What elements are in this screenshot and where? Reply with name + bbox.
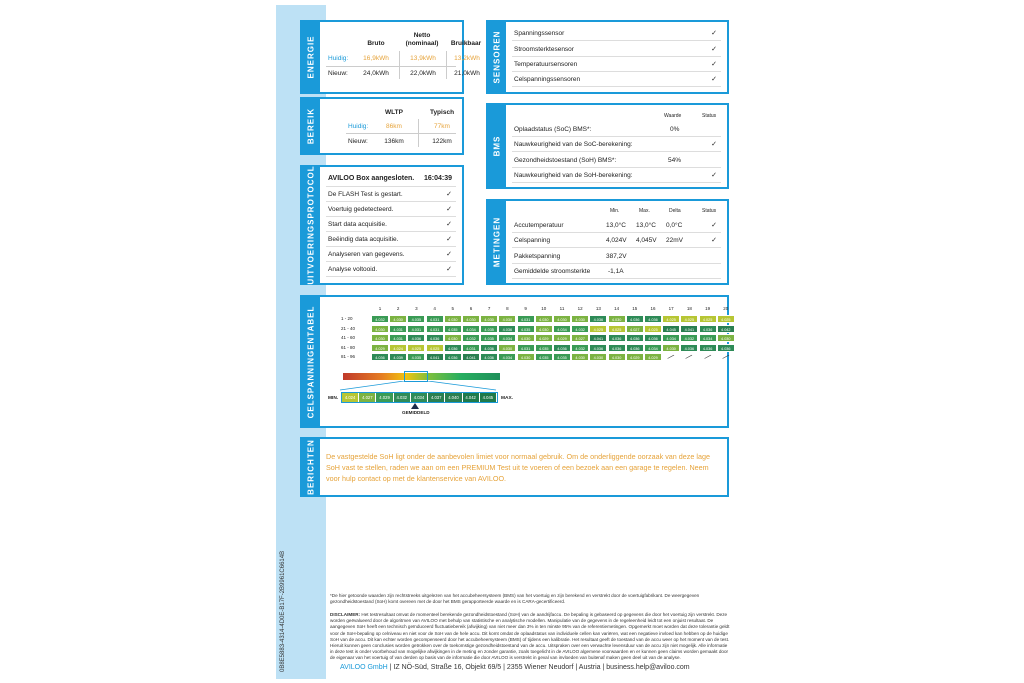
cell-voltage: 4.034 (553, 325, 571, 333)
cell-voltage: 4.030 (371, 325, 389, 333)
berichten-label-bar (302, 439, 320, 495)
cell-voltage: 4.025 (717, 315, 735, 323)
cell-voltage: 4.036 (498, 325, 516, 333)
bereik-huidig-typisch: 77km (434, 123, 450, 130)
cell-voltage: 4.034 (462, 325, 480, 333)
bms-row-value: 54% (668, 157, 682, 164)
cell-voltage: 4.036 (626, 344, 644, 352)
cell-voltage: 4.030 (462, 315, 480, 323)
average-marker-icon (411, 403, 419, 409)
empty-cell-slash: ⁄ (722, 352, 729, 362)
cell-row-header: 41 - 60 (341, 335, 356, 340)
bereik-row-label-huidig: Huidig: (348, 123, 369, 130)
cell-voltage: 4.032 (571, 344, 589, 352)
cell-voltage: 4.030 (571, 315, 589, 323)
cell-voltage: 4.034 (699, 334, 717, 342)
check-icon: ✓ (446, 221, 452, 228)
cell-voltage: 4.029 (553, 334, 571, 342)
cell-voltage: 4.035 (480, 325, 498, 333)
cell-column-header: 16 (650, 306, 656, 311)
cell-voltage: 4.036 (444, 353, 462, 361)
bereik-huidig-wltp: 86km (386, 123, 402, 130)
sensoren-label-bar (488, 22, 506, 92)
bms-row-value: 0% (670, 126, 680, 133)
metingen-row (512, 233, 721, 248)
cell-voltage: 4.030 (717, 334, 735, 342)
metingen-section (486, 199, 729, 285)
footer-address: | IZ NÖ-Süd, Straße 16, Objekt 69/5 | 2355 Wiener Neudorf | Austria | business.help@aviloo.com (389, 664, 690, 671)
cell-column-header: 19 (705, 306, 711, 311)
check-icon: ✓ (446, 251, 452, 258)
sensoren-section (486, 20, 729, 94)
berichten-content (326, 451, 721, 495)
bms-label-bar (488, 105, 506, 187)
uitvoering-list (326, 167, 456, 283)
energie-nieuw-bruto: 24,0kWh (363, 70, 389, 77)
cell-voltage: 4.025 (426, 344, 444, 352)
step-label: Analyseren van gegevens. (328, 251, 405, 258)
sensor-label: Celspanningssensoren (514, 76, 581, 83)
scale-value: 4.034 (411, 393, 428, 402)
sensor-item (512, 57, 721, 72)
celspanning-section-label: CELSPANNINGENTABEL (306, 305, 316, 418)
cell-voltage: 4.030 (389, 315, 407, 323)
check-icon: ✓ (711, 46, 717, 53)
disclaimer-text: Het testresultaat omvat de momenteel berekende gezondheidstoestand (SoH) van de aandrijfaccu. De bepaling is gebaseerd op gegevens die door het voertuig zijn verstrekt. Deze worden geëvalueerd door de algoritmen van AVILOO met behulp van statistische en analytische modellen. Manipulatie van de gegevens in de regeleenheid leidt tot een onjuist resultaat. De aangegeven SoH heeft een technisch geïnduceerd fluctuatiebereik (afwijking) van niet meer dan 3% in ten minste 95% van de referentiemetingen. Opgemerkt moet worden dat deze tolerantie geldt voor de SoH-bepaling op celniveau en niet voor de SoH van de hele accu. Dit komt omdat de oplaadstatus van individuele cellen kan variëren, wat een negatieve invloed kan hebben op de huidige SoH van de accu. Dit kan echter worden gecompenseerd door het accubeheersysteem (BMS) of tijdens een kalibratie. Het resultaat geeft de toestand van de accu weer op het moment van de test. Hieruit kunnen geen conclusies worden getrokken over de toekomstige gezondheidstoestand van de accu. Uitspraken over een verwachte levensduur van de accu zijn niet mogelijk. Alle informatie in deze test is onder voorbehoud van mogelijke afwijkingen in de meting en zonder garantie, zoals toegelicht in de AVILOO algemene voorwaarden en er kunnen geen claims worden gemaakt door de eigenaar van het voertuig of van derden op basis van de informatie die door AVILOO is verstrekt in geval van invloeden van buitenaf maken geen deel uit van de analyse. (330, 612, 730, 661)
footnote-disclaimer (330, 612, 730, 662)
check-icon: ✓ (446, 206, 452, 213)
energie-section-label: ENERGIE (306, 35, 316, 79)
cell-voltage: 4.036 (626, 315, 644, 323)
scale-value: 4.024 (342, 393, 359, 402)
metingen-row-label: Pakketspanning (514, 253, 561, 260)
check-icon: ✓ (446, 266, 452, 273)
cell-voltage: 4.036 (444, 344, 462, 352)
metingen-row-min: -1,1A (608, 268, 624, 275)
bms-row (512, 168, 721, 183)
cell-voltage: 4.036 (699, 344, 717, 352)
metingen-row-min: 4,024V (606, 237, 627, 244)
step-label: Analyse voltooid. (328, 266, 378, 273)
cell-column-header: 3 (415, 306, 418, 311)
cell-voltage: 4.042 (717, 325, 735, 333)
bms-section (486, 103, 729, 189)
energie-section (300, 20, 482, 94)
cell-voltage: 4.036 (480, 353, 498, 361)
cell-voltage: 4.030 (608, 353, 626, 361)
empty-cell-slash: ⁄ (704, 352, 711, 362)
cell-voltage: 4.034 (662, 334, 680, 342)
cell-voltage: 4.025 (644, 325, 662, 333)
cell-voltage: 4.025 (662, 315, 680, 323)
sensoren-section-label: SENSOREN (492, 30, 502, 84)
cell-voltage: 4.036 (644, 315, 662, 323)
cell-voltage: 4.035 (535, 353, 553, 361)
cell-row-header: 1 - 20 (341, 316, 353, 321)
scale-value: 4.029 (376, 393, 393, 402)
check-icon: ✓ (446, 236, 452, 243)
metingen-header-delta: Delta (669, 208, 681, 214)
cell-voltage: 4.032 (462, 334, 480, 342)
cell-voltage: 4.025 (589, 325, 607, 333)
metingen-header-status: Status (702, 208, 717, 214)
celspanning-section (300, 295, 729, 428)
bereik-row-label-nieuw: Nieuw: (348, 138, 368, 145)
empty-cell-slash: ⁄ (686, 352, 693, 362)
sensor-label: Stroomsterktesensor (514, 46, 574, 53)
cell-voltage: 4.031 (517, 315, 535, 323)
energie-header-bruto: Bruto (367, 40, 385, 47)
uitvoering-step (326, 217, 456, 232)
cell-voltage: 4.034 (498, 353, 516, 361)
sensor-item (512, 72, 721, 87)
cell-column-header: 6 (469, 306, 473, 311)
cell-column-header: 10 (541, 306, 547, 311)
bms-row-label: Gezondheidstoestand (SoH) BMS*: (514, 157, 617, 164)
energie-row-label-huidig: Huidig: (328, 55, 349, 62)
uitvoering-step (326, 247, 456, 262)
cell-column-header: 2 (396, 306, 400, 311)
cell-voltage: 4.036 (426, 334, 444, 342)
uitvoering-step (326, 187, 456, 202)
document-id: 0B8E5883-4314-4D0E-B17F-2B9961C6614B (280, 550, 286, 672)
cell-column-header: 13 (595, 306, 601, 311)
bms-row-label: Nauwkeurigheid van de SoC-berekening: (514, 141, 633, 148)
cell-column-header: 9 (524, 306, 527, 311)
cell-voltage: 4.036 (553, 344, 571, 352)
cell-voltage: 4.041 (680, 325, 698, 333)
metingen-row-max: 4,045V (636, 237, 657, 244)
check-icon: ✓ (711, 76, 717, 83)
celspanning-content (326, 297, 731, 426)
metingen-table (512, 201, 721, 283)
cell-voltage: 4.030 (608, 315, 626, 323)
cell-voltage: 4.036 (717, 344, 735, 352)
scale-values-row (341, 392, 498, 403)
cell-voltage: 4.039 (389, 353, 407, 361)
sensor-item (512, 42, 721, 57)
cell-row-header: 61 - 80 (341, 344, 356, 350)
bms-section-label: BMS (492, 135, 502, 157)
cell-voltage: 4.031 (389, 325, 407, 333)
uitvoering-step (326, 232, 456, 247)
cell-voltage: 4.041 (462, 353, 480, 361)
cell-voltage: 4.030 (498, 315, 516, 323)
cell-voltage: 4.025 (407, 344, 425, 352)
berichten-section-label: BERICHTEN (306, 439, 316, 495)
cell-voltage: 4.030 (480, 315, 498, 323)
sensor-label: Temperatuursensoren (514, 61, 578, 68)
bms-row-label: Oplaadstatus (SoC) BMS*: (514, 126, 592, 133)
bereik-header-wltp: WLTP (385, 109, 403, 116)
cell-voltage: 4.036 (589, 344, 607, 352)
footer-brand: AVILOO GmbH (340, 664, 388, 671)
footnote-bms: *De hier getoonde waarden zijn rechtstreeks uitgelezen van het accubeheersysteem (BMS) van het voertuig en zijn berekend en verstrekt door de voertuigfabrikant. De weergegeven gezondheidstoestand (SoH) komt overeen met de door het BMS gerapporteerde waarde en is CARA-gecertificeerd. (330, 593, 700, 605)
bms-row-label: Nauwkeurigheid van de SoH-berekening: (514, 172, 633, 179)
bms-row (512, 153, 721, 168)
cell-voltage: 4.030 (517, 334, 535, 342)
cell-column-header: 1 (378, 306, 382, 311)
bms-row (512, 122, 721, 137)
check-icon: ✓ (711, 61, 717, 68)
cell-column-header: 15 (632, 306, 638, 311)
metingen-row (512, 264, 721, 279)
check-icon: ✓ (711, 222, 717, 229)
cell-voltage: 4.027 (626, 325, 644, 333)
metingen-row-label: Gemiddelde stroomsterkte (514, 268, 591, 275)
cell-voltage: 4.035 (444, 325, 462, 333)
cell-column-header: 7 (487, 306, 491, 311)
bms-row (512, 137, 721, 152)
cell-column-header: 8 (506, 306, 509, 311)
cell-voltage: 4.035 (535, 344, 553, 352)
energie-label-bar (302, 22, 320, 92)
metingen-row-max: 13,0°C (636, 222, 656, 229)
cell-voltage: 4.036 (644, 334, 662, 342)
metingen-row (512, 249, 721, 264)
cell-voltage: 4.025 (699, 315, 717, 323)
cell-column-header: 5 (451, 306, 455, 311)
bereik-header-typisch: Typisch (429, 109, 455, 116)
cell-column-header: 12 (577, 306, 583, 311)
uitvoering-step (326, 262, 456, 277)
cell-voltage: 4.036 (371, 353, 389, 361)
metingen-row-delta: 0,0°C (666, 222, 683, 229)
scale-value: 4.045 (480, 393, 497, 402)
scale-value: 4.042 (463, 393, 480, 402)
sensoren-list (512, 22, 721, 92)
cell-voltage: 4.035 (517, 325, 535, 333)
cell-voltage: 4.030 (498, 344, 516, 352)
cell-voltage: 4.030 (553, 315, 571, 323)
metingen-label-bar (488, 201, 506, 283)
cell-voltage: 4.029 (626, 353, 644, 361)
cell-voltage: 4.031 (462, 344, 480, 352)
energie-huidig-bruto: 16,9kWh (363, 55, 389, 62)
cell-voltage: 4.029 (644, 353, 662, 361)
zoom-connector (326, 381, 526, 391)
uitvoering-section (300, 165, 464, 285)
berichten-message: De vastgestelde SoH ligt onder de aanbevolen limiet voor normaal gebruik. Om de onderliggende oorzaak van deze lage SoH vast te stellen, raden we aan om een PREMIUM Test uit te voeren of een bezoek aan een garage te regelen. Neem voor hulp contact op met de klantenservice van AVILOO. (326, 452, 710, 483)
cell-voltage: 4.035 (480, 334, 498, 342)
energie-nieuw-bruikbaar: 21,0kWh (454, 70, 480, 77)
disclaimer-label: DISCLAIMER: (330, 612, 361, 617)
cell-voltage: 4.035 (407, 315, 425, 323)
cell-voltage: 4.031 (517, 344, 535, 352)
cell-voltage: 4.029 (535, 334, 553, 342)
bms-table (512, 105, 721, 187)
metingen-row-label: Celspanning (514, 237, 551, 244)
uitvoering-label-bar (302, 167, 320, 283)
cell-voltage: 4.036 (680, 344, 698, 352)
cell-column-header: 4 (433, 306, 436, 311)
bms-header-waarde: Waarde (664, 113, 682, 119)
cell-voltage: 4.034 (498, 334, 516, 342)
check-icon: ✓ (711, 30, 717, 37)
sensor-item (512, 26, 721, 41)
cell-voltage: 4.030 (444, 334, 462, 342)
bereik-nieuw-typisch: 122km (432, 138, 452, 145)
cell-voltage: 4.031 (389, 334, 407, 342)
metingen-row-min: 387,2V (606, 253, 627, 260)
cell-voltage: 4.030 (517, 353, 535, 361)
cell-voltage: 4.036 (626, 334, 644, 342)
cell-voltage: 4.031 (407, 325, 425, 333)
energie-nieuw-netto: 22,0kWh (410, 70, 436, 77)
celspanning-label-bar (302, 297, 320, 426)
energie-huidig-bruikbaar: 13,2kWh (454, 55, 480, 62)
cell-voltage: 4.036 (589, 315, 607, 323)
cell-voltage: 4.025 (680, 315, 698, 323)
cell-voltage: 4.036 (480, 344, 498, 352)
bereik-table (326, 99, 456, 153)
scale-value: 4.037 (428, 393, 445, 402)
cell-voltage: 4.027 (571, 334, 589, 342)
metingen-header-max: Max. (639, 208, 650, 214)
cell-column-header: 18 (686, 306, 692, 311)
energie-row-label-nieuw: Nieuw: (328, 70, 348, 77)
cell-voltage: 4.029 (371, 344, 389, 352)
scale-value: 4.027 (359, 393, 376, 402)
cell-voltage: 4.036 (699, 325, 717, 333)
cell-voltage: 4.025 (608, 325, 626, 333)
step-label: Voertuig gedetecteerd. (328, 206, 394, 213)
cell-voltage: 4.035 (407, 353, 425, 361)
energie-table (326, 22, 482, 92)
step-label: Start data acquisitie. (328, 221, 387, 228)
cell-column-header: 11 (559, 306, 565, 311)
cell-row-header: 81 - 96 (341, 354, 356, 359)
check-icon: ✓ (711, 172, 717, 179)
metingen-row-min: 13,0°C (606, 222, 626, 229)
cell-voltage: 4.041 (589, 334, 607, 342)
scale-min-label: MIN. (328, 396, 339, 401)
cell-voltage: 4.035 (553, 353, 571, 361)
cell-voltage: 4.032 (680, 334, 698, 342)
cell-voltage: 4.041 (426, 353, 444, 361)
average-label: GEMIDDELD (402, 410, 430, 415)
metingen-section-label: METINGEN (492, 216, 502, 268)
cell-voltage: 4.030 (589, 353, 607, 361)
cell-voltage: 4.030 (571, 353, 589, 361)
metingen-row-delta: 22mV (666, 237, 683, 244)
energie-header-netto: Netto (413, 32, 431, 39)
uitvoering-time: 16:04:39 (423, 175, 452, 182)
cell-voltage: 4.032 (571, 325, 589, 333)
cell-voltage: 4.034 (644, 344, 662, 352)
cell-voltage: 4.030 (535, 325, 553, 333)
cell-voltage: 4.036 (608, 334, 626, 342)
cell-column-header: 14 (614, 306, 620, 311)
cell-voltage: 4.030 (535, 315, 553, 323)
cell-column-header: 20 (723, 306, 729, 311)
check-icon: ✓ (446, 191, 452, 198)
scale-value: 4.032 (394, 393, 411, 402)
cell-voltage: 4.045 (662, 325, 680, 333)
sensor-label: Spanningssensor (514, 30, 565, 37)
uitvoering-section-label: UITVOERINGSPROTOCOL (306, 165, 316, 285)
cell-voltage: 4.031 (426, 325, 444, 333)
energie-header-bruikbaar: Bruikbaar (450, 40, 482, 47)
energie-huidig-netto: 13,9kWh (410, 55, 436, 62)
footer (340, 664, 690, 671)
empty-cell-slash: ⁄ (668, 352, 675, 362)
scale-value: 4.040 (445, 393, 462, 402)
scale-max-label: MAX. (501, 396, 513, 401)
check-icon: ✓ (711, 141, 717, 148)
uitvoering-step (326, 202, 456, 217)
cell-voltage: 4.036 (407, 334, 425, 342)
cell-voltage: 4.024 (389, 344, 407, 352)
cell-voltage: 4.032 (371, 315, 389, 323)
bereik-section (300, 97, 464, 155)
cell-row-header: 21 - 40 (341, 325, 356, 331)
bereik-nieuw-wltp: 136km (384, 138, 404, 145)
bereik-label-bar (302, 99, 320, 153)
metingen-row (512, 218, 721, 233)
cell-voltage: 4.036 (608, 344, 626, 352)
step-label: Beëindig data acquisitie. (328, 236, 399, 243)
berichten-section (300, 437, 729, 497)
bereik-section-label: BEREIK (306, 107, 316, 145)
metingen-header-min: Min. (610, 208, 620, 214)
cell-column-header: 17 (668, 306, 674, 311)
step-label: De FLASH Test is gestart. (328, 191, 403, 198)
cell-voltage: 4.031 (426, 315, 444, 323)
bms-header-status: Status (702, 113, 717, 119)
metingen-row-label: Accutemperatuur (514, 222, 564, 229)
cell-voltage: 4.030 (662, 344, 680, 352)
uitvoering-title: AVILOO Box aangesloten. (328, 175, 415, 182)
uitvoering-title-row (326, 171, 456, 187)
cell-voltage: 4.030 (444, 315, 462, 323)
cell-voltage: 4.030 (371, 334, 389, 342)
energie-header-netto-sub: (nominaal) (405, 40, 439, 47)
check-icon: ✓ (711, 237, 717, 244)
